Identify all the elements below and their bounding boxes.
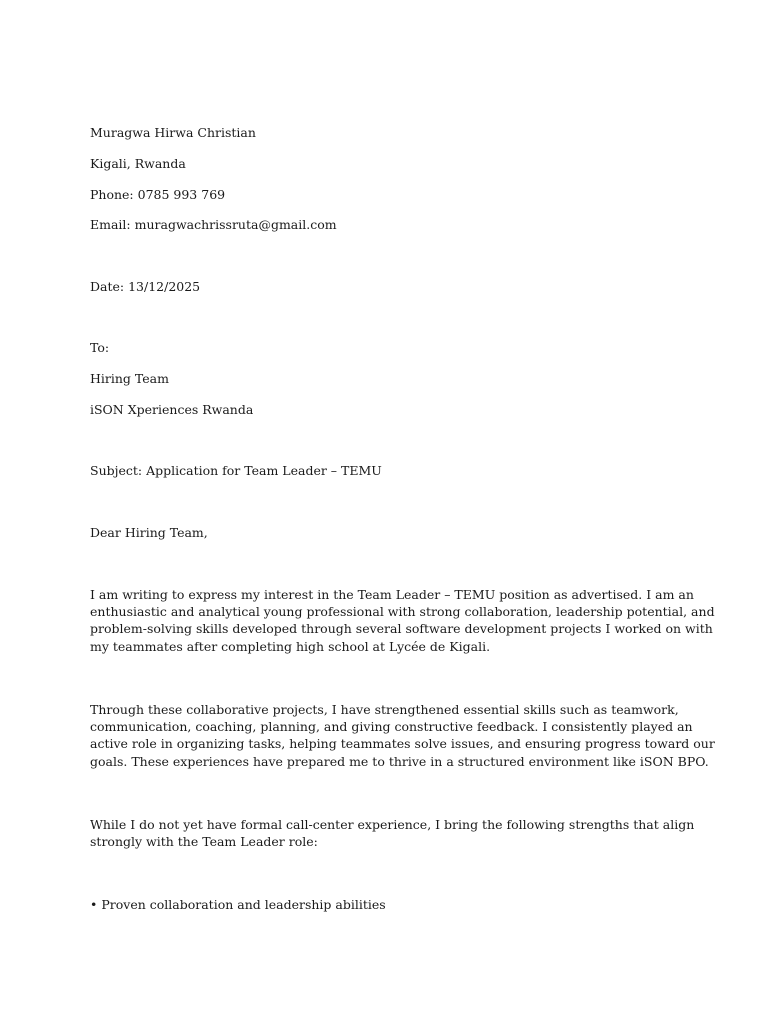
bullet-item: • Proven collaboration and leadership abilities (90, 897, 386, 912)
sender-phone: Phone: 0785 993 769 (90, 187, 226, 202)
paragraph-line: Through these collaborative projects, I have strengthened essential skills such as teamwork, (90, 702, 679, 717)
sender-email: Email: muragwachrissruta@gmail.com (90, 217, 337, 232)
paragraph-line: I am writing to express my interest in the Team Leader – TEMU position as advertised. I am an (90, 587, 694, 602)
letter-date: Date: 13/12/2025 (90, 279, 201, 294)
body-paragraph (90, 701, 715, 770)
paragraph-line: enthusiastic and analytical young professional with strong collaboration, leadership potential, and (90, 604, 715, 620)
recipient-to-label: To: (90, 340, 110, 355)
paragraph-line: problem-solving skills developed through several software development projects I worked on with (90, 621, 713, 637)
paragraph-line: my teammates after completing high school at Lycée de Kigali. (90, 638, 491, 654)
sender-location: Kigali, Rwanda (90, 156, 186, 171)
recipient-team: Hiring Team (90, 371, 169, 386)
paragraph-line: While I do not yet have formal call-center experience, I bring the following strengths that align (90, 817, 695, 832)
letter-salutation: Dear Hiring Team, (90, 525, 208, 540)
paragraph-line: goals. These experiences have prepared me to thrive in a structured environment like iSON BPO. (90, 753, 709, 769)
body-paragraph (90, 586, 715, 655)
body-paragraph (90, 816, 695, 850)
paragraph-line: active role in organizing tasks, helping teammates solve issues, and ensuring progress toward our (90, 736, 715, 752)
paragraph-line: communication, coaching, planning, and giving constructive feedback. I consistently played an (90, 719, 693, 735)
paragraph-line: strongly with the Team Leader role: (90, 834, 318, 850)
letter-subject: Subject: Application for Team Leader – TEMU (90, 463, 382, 478)
recipient-company: iSON Xperiences Rwanda (90, 402, 254, 417)
sender-name: Muragwa Hirwa Christian (90, 125, 256, 140)
